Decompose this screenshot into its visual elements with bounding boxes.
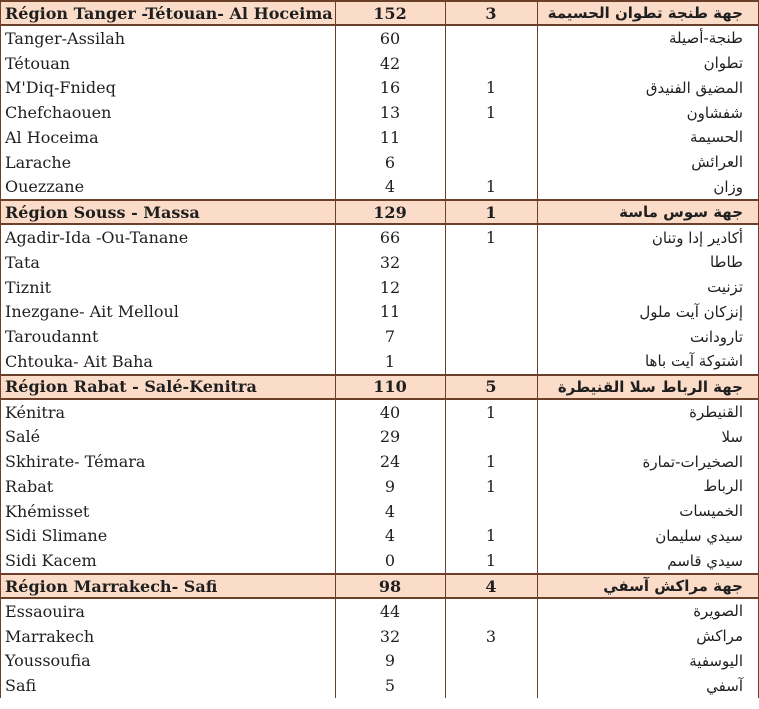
region-header-row bbox=[0, 374, 759, 400]
region-name-ar: جهة مراكش آسفي bbox=[603, 577, 743, 595]
province-cases: 32 bbox=[379, 252, 401, 272]
province-cases: 42 bbox=[379, 53, 401, 73]
province-name-fr: Taroudannt bbox=[5, 327, 99, 347]
province-cases: 66 bbox=[379, 228, 401, 248]
region-cases: 98 bbox=[378, 576, 402, 596]
province-name-ar: مراكش bbox=[696, 627, 743, 646]
province-name-ar: طاطا bbox=[709, 253, 743, 272]
table-row bbox=[0, 175, 759, 200]
table-row bbox=[0, 474, 759, 499]
table-row bbox=[0, 349, 759, 374]
province-name-fr: Tanger-Assilah bbox=[5, 28, 126, 48]
region-cases: 129 bbox=[373, 202, 407, 222]
province-deaths: 1 bbox=[485, 551, 497, 571]
region-header-row bbox=[0, 199, 759, 225]
province-name-fr: Ouezzane bbox=[5, 177, 85, 197]
province-cases: 11 bbox=[379, 302, 401, 322]
province-name-ar: اليوسفية bbox=[689, 651, 743, 670]
table-row bbox=[0, 449, 759, 474]
table-row bbox=[0, 300, 759, 325]
province-name-fr: Salé bbox=[5, 427, 41, 447]
province-name-ar: سيدي قاسم bbox=[667, 551, 743, 570]
province-cases: 29 bbox=[379, 427, 401, 447]
region-deaths: 5 bbox=[485, 377, 497, 397]
province-name-fr: Khémisset bbox=[5, 501, 90, 521]
region-name-ar: جهة طنجة تطوان الحسيمة bbox=[547, 4, 743, 22]
table-row bbox=[0, 548, 759, 573]
province-name-ar: القنيطرة bbox=[689, 403, 743, 422]
province-name-ar: تارودانت bbox=[690, 327, 743, 346]
table-row bbox=[0, 225, 759, 250]
region-name-ar: جهة الرباط سلا القنيطرة bbox=[557, 377, 743, 396]
province-name-fr: Larache bbox=[5, 152, 72, 172]
province-name-fr: Tétouan bbox=[5, 53, 71, 73]
province-name-ar: الخميسات bbox=[679, 502, 743, 521]
table-row bbox=[0, 26, 759, 51]
table-row bbox=[0, 100, 759, 125]
region-header-row bbox=[0, 0, 759, 26]
column-divider bbox=[537, 0, 538, 698]
province-cases: 4 bbox=[384, 177, 396, 197]
table-row bbox=[0, 649, 759, 674]
table-row bbox=[0, 150, 759, 175]
province-cases: 44 bbox=[379, 601, 401, 621]
region-name-fr: Région Rabat - Salé-Kenitra bbox=[5, 377, 257, 397]
province-name-ar: أكادير إدا وتنان bbox=[651, 228, 743, 247]
province-name-fr: Chefchaouen bbox=[5, 103, 112, 123]
province-cases: 4 bbox=[384, 501, 396, 521]
region-header-row bbox=[0, 573, 759, 599]
province-deaths: 1 bbox=[485, 228, 497, 248]
province-name-ar: الحسيمة bbox=[689, 128, 743, 147]
province-cases: 7 bbox=[384, 327, 396, 347]
province-name-ar: سيدي سليمان bbox=[655, 526, 743, 545]
province-cases: 6 bbox=[384, 152, 396, 172]
province-name-fr: Agadir-Ida -Ou-Tanane bbox=[5, 228, 189, 248]
table-row bbox=[0, 524, 759, 549]
province-cases: 24 bbox=[379, 452, 401, 472]
table-row bbox=[0, 250, 759, 275]
province-name-ar: الرباط bbox=[703, 477, 743, 496]
province-name-ar: تطوان bbox=[703, 54, 743, 73]
province-cases: 9 bbox=[384, 476, 396, 496]
region-cases: 110 bbox=[373, 377, 407, 397]
table-row bbox=[0, 275, 759, 300]
province-deaths: 1 bbox=[485, 177, 497, 197]
province-name-ar: وزان bbox=[713, 177, 743, 196]
province-cases: 9 bbox=[384, 651, 396, 671]
province-name-fr: Safi bbox=[5, 676, 37, 696]
province-name-ar: شفشاون bbox=[686, 103, 743, 122]
province-cases: 13 bbox=[379, 103, 401, 123]
province-name-ar: اشتوكة آيت باها bbox=[644, 352, 743, 371]
province-deaths: 1 bbox=[485, 78, 497, 98]
province-name-ar: طنجة-أصيلة bbox=[668, 29, 743, 48]
province-name-fr: M'Diq-Fnideq bbox=[5, 78, 116, 98]
table-row bbox=[0, 673, 759, 698]
region-name-fr: Région Tanger -Tétouan- Al Hoceima bbox=[5, 3, 333, 23]
province-name-fr: Essaouira bbox=[5, 601, 85, 621]
province-name-fr: Marrakech bbox=[5, 626, 95, 646]
region-deaths: 4 bbox=[485, 576, 497, 596]
table-row bbox=[0, 324, 759, 349]
province-name-fr: Skhirate- Témara bbox=[5, 452, 146, 472]
province-name-fr: Al Hoceima bbox=[5, 127, 99, 147]
province-cases: 4 bbox=[384, 526, 396, 546]
region-deaths: 3 bbox=[485, 3, 497, 23]
province-cases: 40 bbox=[379, 402, 401, 422]
province-deaths: 1 bbox=[485, 476, 497, 496]
province-name-fr: Tiznit bbox=[5, 277, 52, 297]
province-name-ar: المضيق الفنيدق bbox=[645, 78, 743, 97]
column-divider bbox=[335, 0, 336, 698]
province-name-ar: آسفي bbox=[706, 676, 743, 695]
province-deaths: 1 bbox=[485, 452, 497, 472]
province-name-fr: Sidi Kacem bbox=[5, 551, 97, 571]
province-name-fr: Inezgane- Ait Melloul bbox=[5, 302, 179, 322]
province-name-fr: Kénitra bbox=[5, 402, 66, 422]
column-divider bbox=[0, 0, 1, 698]
province-name-fr: Chtouka- Ait Baha bbox=[5, 351, 153, 371]
province-cases: 32 bbox=[379, 626, 401, 646]
table-row bbox=[0, 51, 759, 76]
province-name-ar: تزنيت bbox=[707, 278, 743, 297]
table-row bbox=[0, 499, 759, 524]
region-name-ar: جهة سوس ماسة bbox=[619, 203, 743, 222]
province-cases: 1 bbox=[384, 351, 396, 371]
table-row bbox=[0, 400, 759, 425]
table-row bbox=[0, 125, 759, 150]
region-cases: 152 bbox=[373, 3, 407, 23]
province-name-ar: الصويرة bbox=[693, 602, 743, 621]
region-name-fr: Région Souss - Massa bbox=[5, 202, 200, 222]
province-name-fr: Rabat bbox=[5, 476, 54, 496]
region-name-fr: Région Marrakech- Safi bbox=[5, 576, 218, 596]
province-name-fr: Tata bbox=[5, 252, 40, 272]
province-deaths: 1 bbox=[485, 402, 497, 422]
province-cases: 11 bbox=[379, 127, 401, 147]
province-name-ar: سلا bbox=[721, 427, 743, 446]
province-cases: 0 bbox=[384, 551, 396, 571]
province-cases: 60 bbox=[379, 28, 401, 48]
table-row bbox=[0, 76, 759, 101]
province-name-ar: إنزكان آيت ملول bbox=[639, 302, 743, 321]
province-deaths: 1 bbox=[485, 526, 497, 546]
province-cases: 16 bbox=[379, 78, 401, 98]
province-name-fr: Sidi Slimane bbox=[5, 526, 108, 546]
province-name-fr: Youssoufia bbox=[5, 651, 91, 671]
table-row bbox=[0, 624, 759, 649]
province-deaths: 1 bbox=[485, 103, 497, 123]
region-deaths: 1 bbox=[485, 202, 497, 222]
province-deaths: 3 bbox=[485, 626, 497, 646]
province-cases: 5 bbox=[384, 676, 396, 696]
table-row bbox=[0, 425, 759, 450]
province-name-ar: العرائش bbox=[691, 153, 743, 172]
province-cases: 12 bbox=[379, 277, 401, 297]
column-divider bbox=[445, 0, 446, 698]
province-name-ar: الصخيرات-تمارة bbox=[642, 452, 743, 471]
table-row bbox=[0, 599, 759, 624]
